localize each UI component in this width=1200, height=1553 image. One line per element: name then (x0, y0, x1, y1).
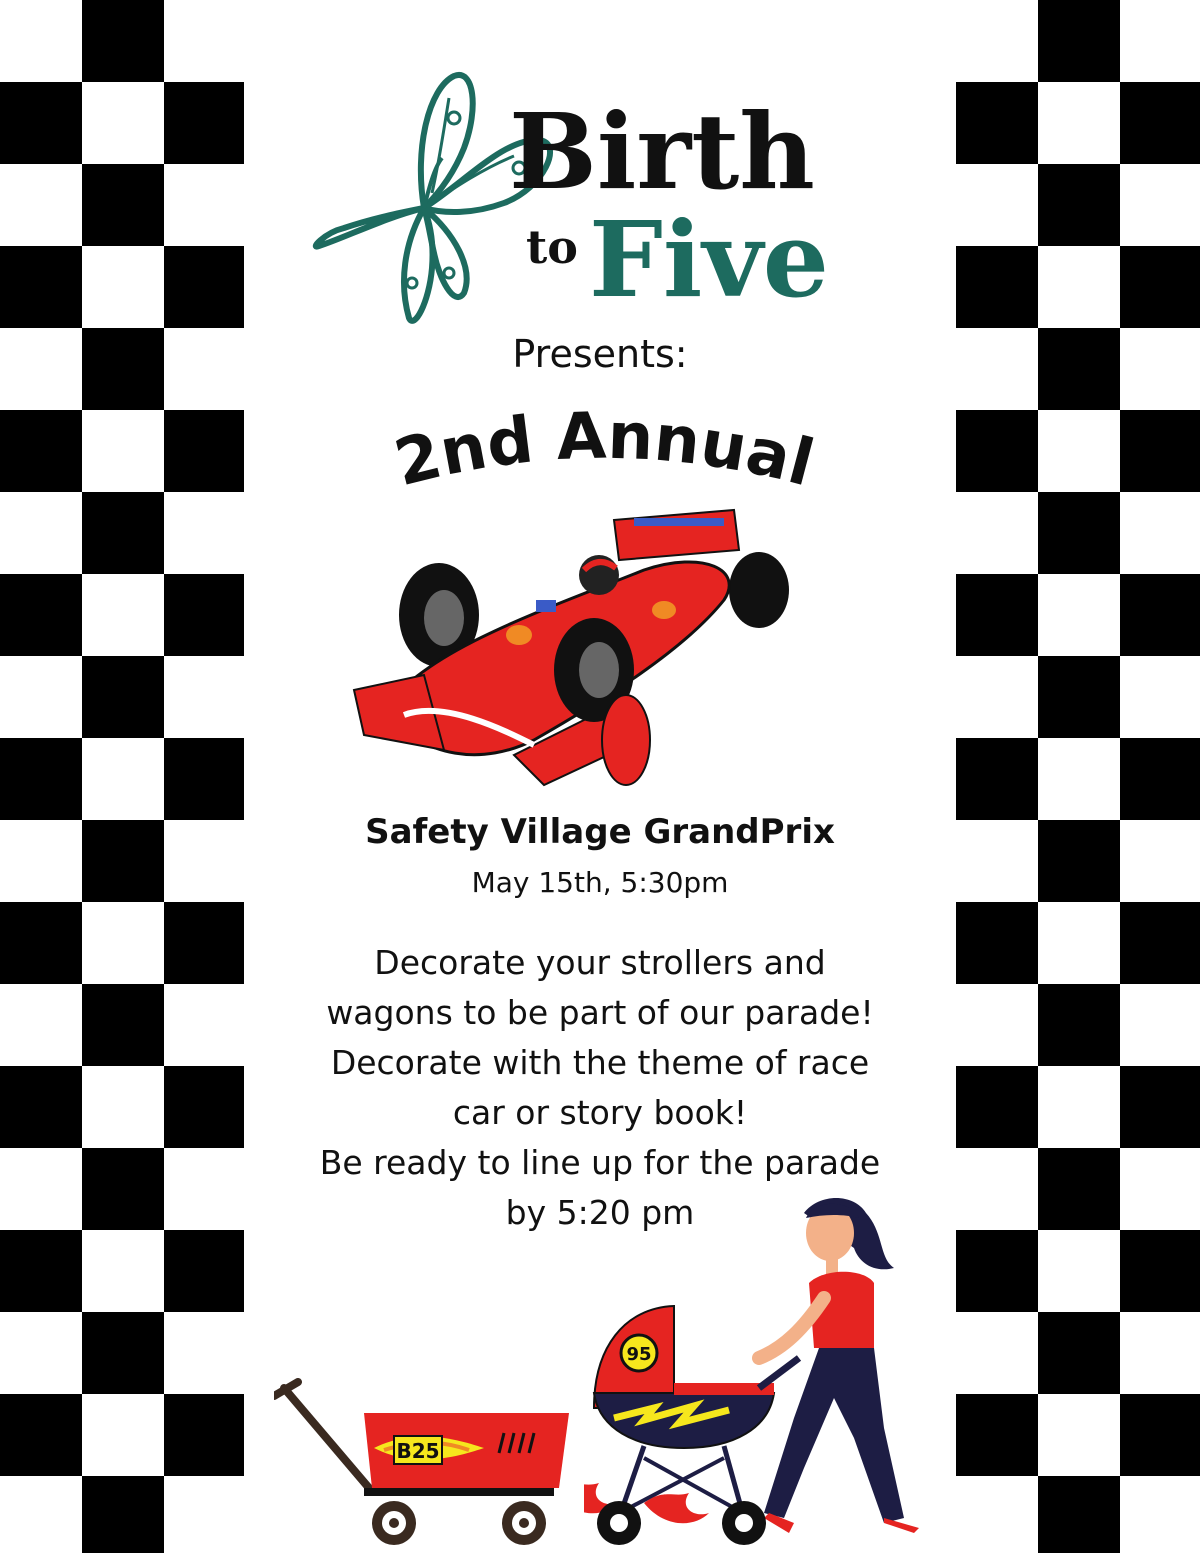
description-line: Be ready to line up for the parade (319, 1143, 881, 1182)
wagon-label: B25 (396, 1439, 440, 1463)
logo-line1: Birth (509, 90, 815, 213)
wagon-illustration (274, 1378, 574, 1553)
logo-line2-prefix: to (526, 220, 578, 274)
event-title: Safety Village GrandPrix (365, 812, 835, 852)
description-line: car or story book! (452, 1093, 748, 1132)
annual-text: 2nd Annual (387, 399, 821, 502)
description-line: Decorate your strollers and (374, 943, 826, 982)
event-date: May 15th, 5:30pm (471, 866, 729, 899)
checkered-border-right (956, 0, 1200, 1553)
race-car-illustration (344, 500, 804, 810)
flyer (244, 0, 956, 1553)
logo-line2: Five (589, 198, 829, 321)
description-line: wagons to be part of our parade! (326, 993, 874, 1032)
svg-text:2nd Annual (388, 400, 821, 502)
parent-with-stroller-illustration (584, 1188, 944, 1553)
checkered-border-left (0, 0, 244, 1553)
description-line: by 5:20 pm (505, 1193, 695, 1232)
logo (304, 68, 904, 338)
stroller-number: 95 (626, 1344, 652, 1365)
presents-text: Presents: (512, 332, 688, 376)
description-line: Decorate with the theme of race (330, 1043, 870, 1082)
